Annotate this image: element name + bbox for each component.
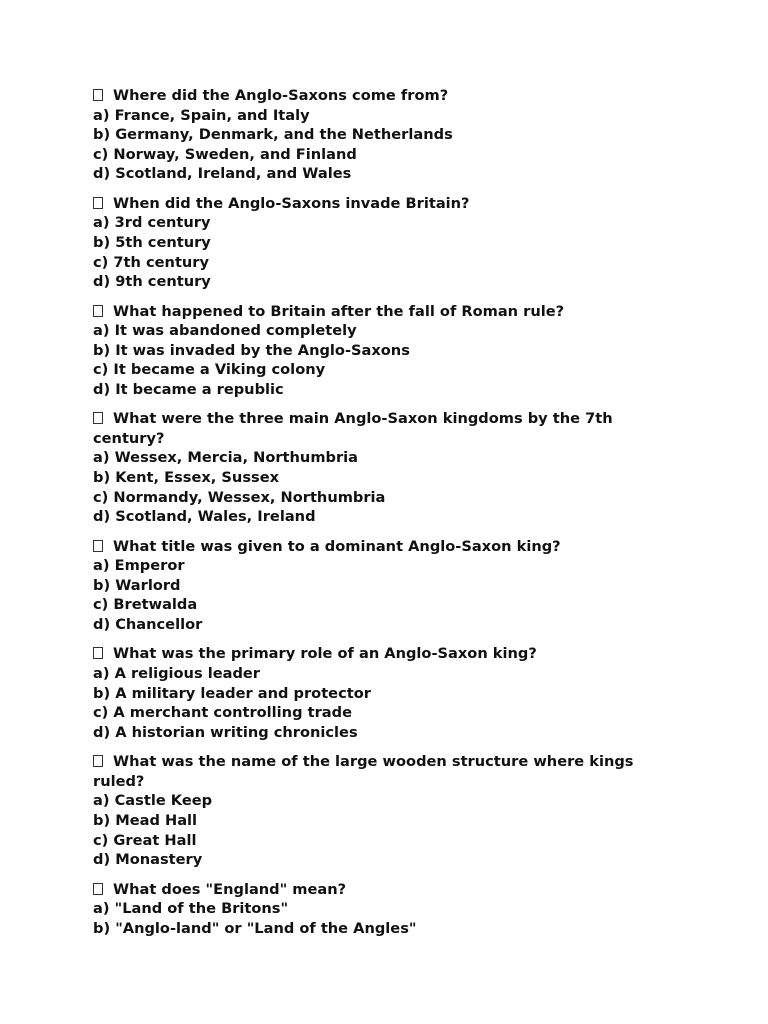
question-line	[93, 752, 683, 791]
question-text: When did the Anglo-Saxons invade Britain?	[113, 194, 470, 212]
answer-option: c) Great Hall	[93, 831, 197, 849]
question-line	[93, 409, 683, 448]
answer-option: d) It became a republic	[93, 380, 284, 398]
question-line	[93, 194, 683, 214]
missing-glyph-box-icon	[93, 305, 103, 317]
answer-option: b) A military leader and protector	[93, 684, 371, 702]
question-line	[93, 644, 683, 664]
question-line	[93, 537, 683, 557]
question-line	[93, 302, 683, 322]
question-block	[93, 644, 683, 742]
missing-glyph-box-icon	[93, 540, 103, 552]
answer-option: d) Scotland, Ireland, and Wales	[93, 165, 352, 183]
answer-option: d) Chancellor	[93, 616, 203, 634]
question-text: What title was given to a dominant Anglo-Saxon king?	[113, 537, 561, 555]
question-text: What happened to Britain after the fall of Roman rule?	[113, 302, 565, 320]
answer-option: c) It became a Viking colony	[93, 361, 326, 379]
answer-option: a) A religious leader	[93, 665, 260, 683]
question-block	[93, 880, 683, 939]
question-text: What does "England" mean?	[113, 880, 347, 898]
quiz-document	[93, 86, 683, 948]
answer-option: b) Germany, Denmark, and the Netherlands	[93, 126, 453, 144]
missing-glyph-box-icon	[93, 89, 103, 101]
answer-option: c) Bretwalda	[93, 596, 198, 614]
answer-option: c) Normandy, Wessex, Northumbria	[93, 488, 386, 506]
missing-glyph-box-icon	[93, 197, 103, 209]
question-line	[93, 86, 683, 106]
question-text: What were the three main Anglo-Saxon kingdoms by the 7th century?	[93, 410, 613, 447]
question-line	[93, 880, 683, 900]
question-block	[93, 302, 683, 400]
answer-option: a) 3rd century	[93, 214, 211, 232]
missing-glyph-box-icon	[93, 755, 103, 767]
question-block	[93, 409, 683, 527]
missing-glyph-box-icon	[93, 647, 103, 659]
answer-option: d) Scotland, Wales, Ireland	[93, 508, 316, 526]
question-block	[93, 537, 683, 635]
answer-option: b) Mead Hall	[93, 811, 198, 829]
answer-option: b) Kent, Essex, Sussex	[93, 469, 279, 487]
question-text: What was the primary role of an Anglo-Saxon king?	[113, 645, 537, 663]
answer-option: b) Warlord	[93, 576, 181, 594]
answer-option: b) "Anglo-land" or "Land of the Angles"	[93, 919, 417, 937]
question-block	[93, 86, 683, 184]
answer-option: a) Castle Keep	[93, 792, 213, 810]
answer-option: d) A historian writing chronicles	[93, 723, 358, 741]
answer-option: a) Wessex, Mercia, Northumbria	[93, 449, 359, 467]
answer-option: a) Emperor	[93, 557, 185, 575]
answer-option: a) It was abandoned completely	[93, 322, 357, 340]
missing-glyph-box-icon	[93, 412, 103, 424]
question-block	[93, 752, 683, 870]
answer-option: d) Monastery	[93, 851, 203, 869]
question-text: Where did the Anglo-Saxons come from?	[113, 87, 449, 104]
answer-option: b) 5th century	[93, 233, 211, 251]
answer-option: b) It was invaded by the Anglo-Saxons	[93, 341, 410, 359]
answer-option: a) France, Spain, and Italy	[93, 106, 310, 124]
answer-option: d) 9th century	[93, 273, 211, 291]
answer-option: c) A merchant controlling trade	[93, 704, 352, 722]
answer-option: c) 7th century	[93, 253, 210, 271]
answer-option: a) "Land of the Britons"	[93, 900, 289, 918]
question-block	[93, 194, 683, 292]
answer-option: c) Norway, Sweden, and Finland	[93, 145, 357, 163]
question-text: What was the name of the large wooden structure where kings ruled?	[93, 753, 634, 790]
missing-glyph-box-icon	[93, 883, 103, 895]
